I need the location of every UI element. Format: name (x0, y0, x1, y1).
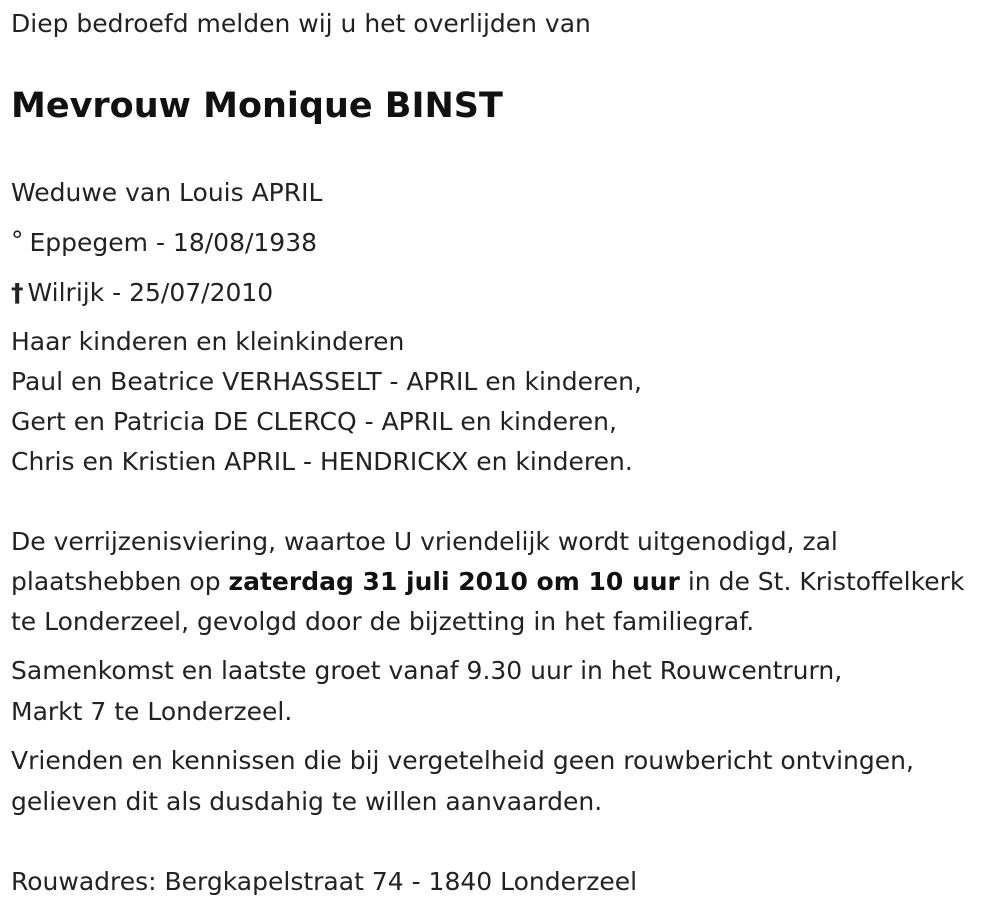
spouse-text: Weduwe van Louis APRIL (11, 178, 323, 207)
intro-text: Diep bedroefd melden wij u het overlijden van (11, 9, 591, 38)
birth-text: Eppegem - 18/08/1938 (29, 228, 318, 257)
cross-icon: † (11, 278, 24, 307)
death-text: Wilrijk - 25/07/2010 (27, 278, 274, 307)
birth-line (11, 223, 317, 263)
service-date: zaterdag 31 juli 2010 om 10 uur (228, 567, 680, 596)
family-member: Gert en Patricia DE CLERCQ - APRIL en kinderen, (11, 407, 617, 436)
service-line-2 (11, 562, 964, 602)
birth-symbol-icon: ° (11, 226, 24, 255)
service-line-3: te Londerzeel, gevolgd door de bijzetting in het familiegraf. (11, 607, 755, 636)
death-line (11, 273, 273, 313)
service-location: in de St. Kristoffelkerk (679, 567, 965, 596)
family-member: Paul en Beatrice VERHASSELT - APRIL en kinderen, (11, 367, 642, 396)
friends-line-2: gelieven dit als dusdahig te willen aanvaarden. (11, 787, 603, 816)
service-line-1: De verrijzenisviering, waartoe U vriendelijk wordt uitgenodigd, zal (11, 527, 838, 556)
family-member: Chris en Kristien APRIL - HENDRICKX en kinderen. (11, 447, 633, 476)
gathering-line-1: Samenkomst en laatste groet vanaf 9.30 uur in het Rouwcentrurn, (11, 656, 843, 685)
family-heading: Haar kinderen en kleinkinderen (11, 327, 405, 356)
deceased-name: Mevrouw Monique BINST (11, 86, 503, 126)
gathering-line-2: Markt 7 te Londerzeel. (11, 697, 293, 726)
friends-line-1: Vrienden en kennissen die bij vergetelheid geen rouwbericht ontvingen, (11, 746, 914, 775)
mourning-address: Rouwadres: Bergkapelstraat 74 - 1840 Londerzeel (11, 867, 638, 896)
service-text: plaatshebben op (11, 567, 229, 596)
